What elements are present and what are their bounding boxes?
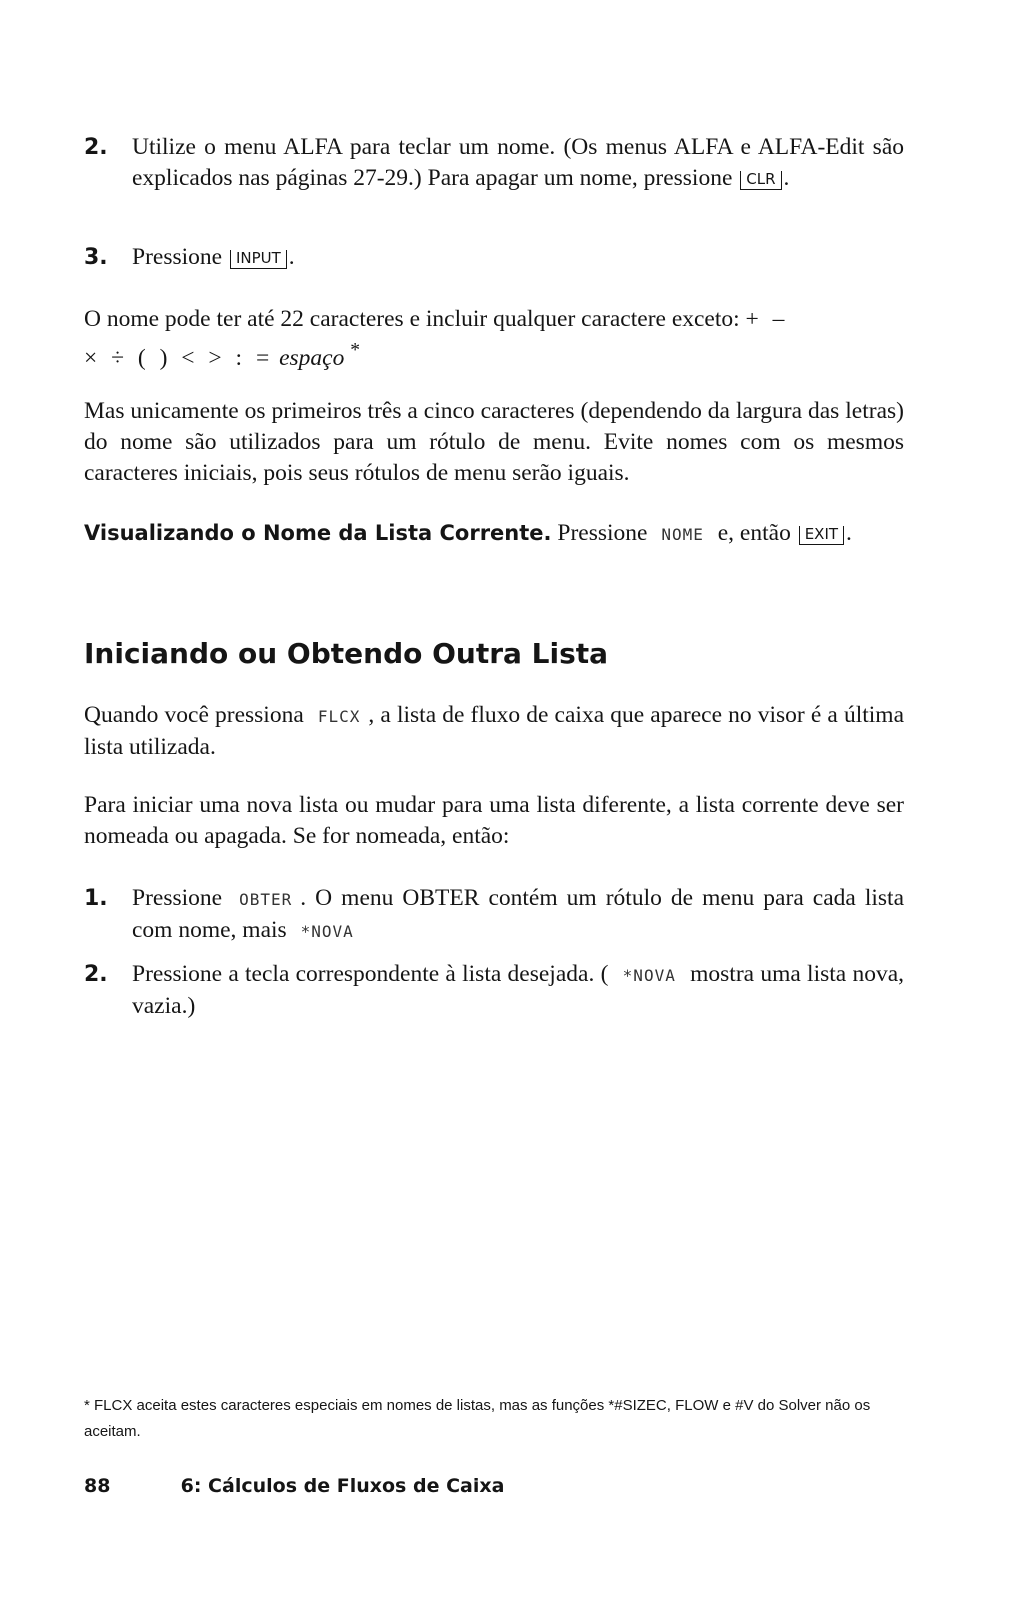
step-text bbox=[132, 883, 904, 947]
chapter-title: 6: Cálculos de Fluxos de Caixa bbox=[180, 1475, 505, 1497]
flcx-menu-label: FLCX bbox=[317, 707, 361, 726]
section-title: Iniciando ou Obtendo Outra Lista bbox=[84, 637, 609, 670]
exit-key: EXIT bbox=[799, 526, 844, 545]
step-text-2: . O menu OBTER contém um rótulo de menu para cada lista com nome, mais bbox=[132, 885, 905, 943]
excluded-symbols-1: + – bbox=[745, 306, 789, 332]
step-suffix: . bbox=[288, 244, 295, 270]
footnote-marker: * bbox=[84, 1397, 90, 1414]
nova-menu-label: *NOVA bbox=[622, 966, 676, 985]
para-1-post: , a lista de fluxo de caixa que aparece no visor é a última lista utilizada. bbox=[84, 702, 905, 760]
view-current-suffix: . bbox=[846, 520, 852, 546]
view-current-text-2: e, então bbox=[717, 520, 791, 546]
step-2-alfa bbox=[84, 132, 904, 194]
section-step-2 bbox=[84, 959, 904, 1022]
name-rules-text: O nome pode ter até 22 caracteres e incluir qualquer caractere exceto: bbox=[84, 306, 740, 332]
view-current-text-1: Pressione bbox=[557, 520, 648, 546]
para-1-pre: Quando você pressiona bbox=[84, 702, 304, 728]
footnote-text: FLCX aceita estes caracteres especiais em nomes de listas, mas as funções *#SIZEC, FLOW e #V do Solver não os aceitam. bbox=[84, 1397, 871, 1440]
excluded-symbols-2: × ÷ ( ) < > : = bbox=[84, 344, 274, 371]
view-current-paragraph bbox=[84, 518, 904, 550]
section-paragraph-1 bbox=[84, 700, 904, 763]
step-3-input bbox=[84, 242, 904, 273]
step-text bbox=[132, 959, 904, 1022]
nome-menu-label: NOME bbox=[661, 525, 704, 544]
step-number: 3. bbox=[84, 245, 108, 270]
step-body: Pressione bbox=[132, 244, 223, 270]
menu-label-paragraph: Mas unicamente os primeiros três a cinco caracteres (dependendo da largura das letras) do nome são utilizados para um rótulo de menu. Evite nomes com os mesmos caracteres iniciais, pois seus rótulos de menu serão iguais. bbox=[84, 398, 904, 486]
section-paragraph-2: Para iniciar uma nova lista ou mudar para uma lista diferente, a lista corrente deve ser nomeada ou apagada. Se for nomeada, então: bbox=[84, 792, 904, 849]
space-word: espaço bbox=[279, 344, 345, 371]
step-text-2: mostra uma lista nova, vazia.) bbox=[132, 961, 905, 1019]
section-step-1 bbox=[84, 883, 904, 947]
footnote bbox=[84, 1393, 904, 1445]
page-footer bbox=[84, 1472, 504, 1500]
step-number: 1. bbox=[84, 886, 108, 911]
step-text-1: Pressione a tecla correspondente à lista desejada. ( bbox=[132, 961, 609, 987]
step-text bbox=[132, 242, 904, 273]
footnote-marker: * bbox=[350, 340, 361, 361]
step-suffix: . bbox=[783, 165, 790, 191]
step-number: 2. bbox=[84, 135, 108, 160]
obter-menu-label: OBTER bbox=[239, 890, 293, 909]
clr-key: CLR bbox=[740, 171, 781, 190]
input-key: INPUT bbox=[230, 250, 287, 269]
step-text bbox=[132, 132, 904, 194]
nova-menu-label: *NOVA bbox=[300, 922, 354, 941]
name-rules-paragraph bbox=[84, 304, 904, 374]
step-text-1: Pressione bbox=[132, 885, 223, 911]
step-body: Utilize o menu ALFA para teclar um nome. (Os menus ALFA e ALFA-Edit são explicados nas páginas 27-29.) Para apagar um nome, pressione bbox=[132, 134, 904, 191]
step-number: 2. bbox=[84, 962, 108, 987]
page-number: 88 bbox=[84, 1475, 111, 1497]
view-current-heading: Visualizando o Nome da Lista Corrente. bbox=[84, 521, 552, 545]
